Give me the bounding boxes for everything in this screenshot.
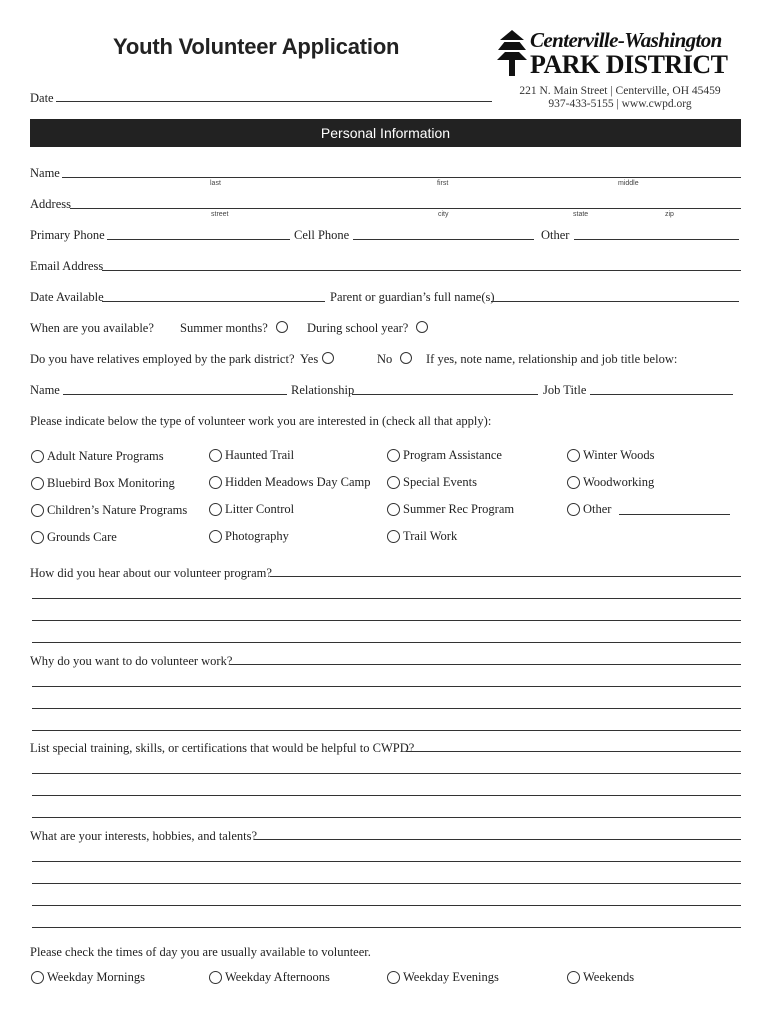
checkbox-circle[interactable]	[567, 476, 580, 489]
option-bluebird-box-monitoring[interactable]: Bluebird Box Monitoring	[31, 476, 175, 491]
relative-name-field[interactable]	[63, 394, 287, 395]
email-field[interactable]	[102, 270, 741, 271]
why-volunteer-line-2[interactable]	[32, 686, 741, 687]
checkbox-circle[interactable]	[209, 449, 222, 462]
time-weekday-evenings[interactable]: Weekday Evenings	[387, 970, 499, 985]
why-volunteer-line-4[interactable]	[32, 730, 741, 731]
relatives-no-radio[interactable]	[400, 352, 412, 364]
option-grounds-care[interactable]: Grounds Care	[31, 530, 117, 545]
yes-label: Yes	[300, 352, 319, 366]
option-program-assistance[interactable]: Program Assistance	[387, 448, 502, 463]
checkbox-circle[interactable]	[387, 971, 400, 984]
logo-line1: Centerville-Washington	[530, 28, 722, 52]
why-volunteer-line-3[interactable]	[32, 708, 741, 709]
checkbox-circle[interactable]	[31, 971, 44, 984]
interests-line-2[interactable]	[32, 861, 741, 862]
phone-web-line: 937-433-5155 | www.cwpd.org	[548, 98, 692, 110]
logo-line2: PARK DISTRICT	[530, 50, 728, 79]
option-photography[interactable]: Photography	[209, 529, 289, 544]
time-weekends[interactable]: Weekends	[567, 970, 634, 985]
primary-phone-label: Primary Phone	[30, 228, 105, 242]
checkbox-circle[interactable]	[567, 503, 580, 516]
contact-info	[500, 85, 740, 111]
interests-line-5[interactable]	[32, 927, 741, 928]
relatives-question: Do you have relatives employed by the park district?	[30, 352, 295, 366]
address-sub-street: street	[211, 211, 229, 218]
name-sub-last: last	[210, 180, 221, 187]
primary-phone-field[interactable]	[107, 239, 290, 240]
name-sub-middle: middle	[618, 180, 639, 187]
option-adult-nature-programs[interactable]: Adult Nature Programs	[31, 449, 164, 464]
page-title: Youth Volunteer Application	[113, 34, 400, 59]
option-summer-rec-program[interactable]: Summer Rec Program	[387, 502, 514, 517]
relatives-yes-radio[interactable]	[322, 352, 334, 364]
option-haunted-trail[interactable]: Haunted Trail	[209, 448, 294, 463]
how-heard-line-1[interactable]	[270, 576, 741, 577]
times-prompt: Please check the times of day you are usually available to volunteer.	[30, 945, 371, 959]
email-label: Email Address	[30, 259, 104, 273]
checkbox-circle[interactable]	[387, 503, 400, 516]
checkbox-circle[interactable]	[567, 449, 580, 462]
cell-phone-field[interactable]	[353, 239, 534, 240]
checkbox-circle[interactable]	[31, 450, 44, 463]
how-heard-line-4[interactable]	[32, 642, 741, 643]
interest-prompt: Please indicate below the type of volunteer work you are interested in (check all that apply):	[30, 414, 492, 428]
option-litter-control[interactable]: Litter Control	[209, 502, 294, 517]
question-special-training: List special training, skills, or certifications that would be helpful to CWPD?	[30, 741, 415, 755]
date-field[interactable]	[56, 101, 492, 102]
parent-field[interactable]	[491, 301, 739, 302]
cell-phone-label: Cell Phone	[294, 228, 350, 242]
school-radio[interactable]	[416, 321, 428, 333]
option-woodworking[interactable]: Woodworking	[567, 475, 654, 490]
checkbox-circle[interactable]	[387, 449, 400, 462]
time-weekday-mornings[interactable]: Weekday Mornings	[31, 970, 145, 985]
checkbox-circle[interactable]	[387, 476, 400, 489]
school-label: During school year?	[307, 321, 409, 335]
option-winter-woods[interactable]: Winter Woods	[567, 448, 655, 463]
checkbox-circle[interactable]	[31, 504, 44, 517]
option-other[interactable]: Other	[567, 502, 611, 517]
checkbox-circle[interactable]	[209, 530, 222, 543]
checkbox-circle[interactable]	[31, 531, 44, 544]
how-heard-line-2[interactable]	[32, 598, 741, 599]
option-hidden-meadows-day-camp[interactable]: Hidden Meadows Day Camp	[209, 475, 370, 490]
job-title-label: Job Title	[543, 383, 587, 397]
name-sub-first: first	[437, 180, 449, 187]
option-trail-work[interactable]: Trail Work	[387, 529, 457, 544]
relative-name-label: Name	[30, 383, 60, 397]
parent-label: Parent or guardian’s full name(s)	[330, 290, 495, 304]
interests-line-3[interactable]	[32, 883, 741, 884]
job-title-field[interactable]	[590, 394, 733, 395]
no-label: No	[377, 352, 393, 366]
interests-line-4[interactable]	[32, 905, 741, 906]
question-how-heard: How did you hear about our volunteer program?	[30, 566, 272, 580]
address-sub-city: city	[438, 211, 449, 218]
summer-radio[interactable]	[276, 321, 288, 333]
training-line-3[interactable]	[32, 795, 741, 796]
checkbox-circle[interactable]	[567, 971, 580, 984]
address-label: Address	[30, 197, 71, 211]
address-line: 221 N. Main Street | Centerville, OH 45459	[519, 85, 721, 97]
option-childrens-nature-programs[interactable]: Children’s Nature Programs	[31, 503, 187, 518]
checkbox-circle[interactable]	[209, 503, 222, 516]
address-sub-state: state	[573, 211, 589, 218]
other-work-field[interactable]	[619, 514, 730, 515]
why-volunteer-line-1[interactable]	[230, 664, 741, 665]
name-label: Name	[30, 166, 60, 180]
date-available-field[interactable]	[102, 301, 325, 302]
training-line-4[interactable]	[32, 817, 741, 818]
address-sub-zip: zip	[665, 211, 674, 218]
other-phone-label: Other	[541, 228, 570, 242]
address-field[interactable]	[70, 208, 741, 209]
park-district-logo	[497, 28, 742, 80]
relationship-field[interactable]	[352, 394, 538, 395]
section-banner: Personal Information	[30, 119, 741, 147]
time-weekday-afternoons[interactable]: Weekday Afternoons	[209, 970, 330, 985]
checkbox-circle[interactable]	[209, 971, 222, 984]
checkbox-circle[interactable]	[31, 477, 44, 490]
checkbox-circle[interactable]	[209, 476, 222, 489]
how-heard-line-3[interactable]	[32, 620, 741, 621]
checkbox-circle[interactable]	[387, 530, 400, 543]
date-available-label: Date Available	[30, 290, 104, 304]
question-why-volunteer: Why do you want to do volunteer work?	[30, 654, 233, 668]
question-interests: What are your interests, hobbies, and talents?	[30, 829, 258, 843]
relationship-label: Relationship	[291, 383, 355, 397]
interests-line-1[interactable]	[254, 839, 741, 840]
if-yes-note: If yes, note name, relationship and job title below:	[426, 352, 678, 366]
training-line-1[interactable]	[406, 751, 741, 752]
other-phone-field[interactable]	[574, 239, 739, 240]
when-available-label: When are you available?	[30, 321, 154, 335]
date-label: Date	[30, 91, 54, 105]
option-special-events[interactable]: Special Events	[387, 475, 477, 490]
summer-label: Summer months?	[180, 321, 268, 335]
tree-icon	[497, 28, 527, 78]
name-field[interactable]	[62, 177, 741, 178]
training-line-2[interactable]	[32, 773, 741, 774]
